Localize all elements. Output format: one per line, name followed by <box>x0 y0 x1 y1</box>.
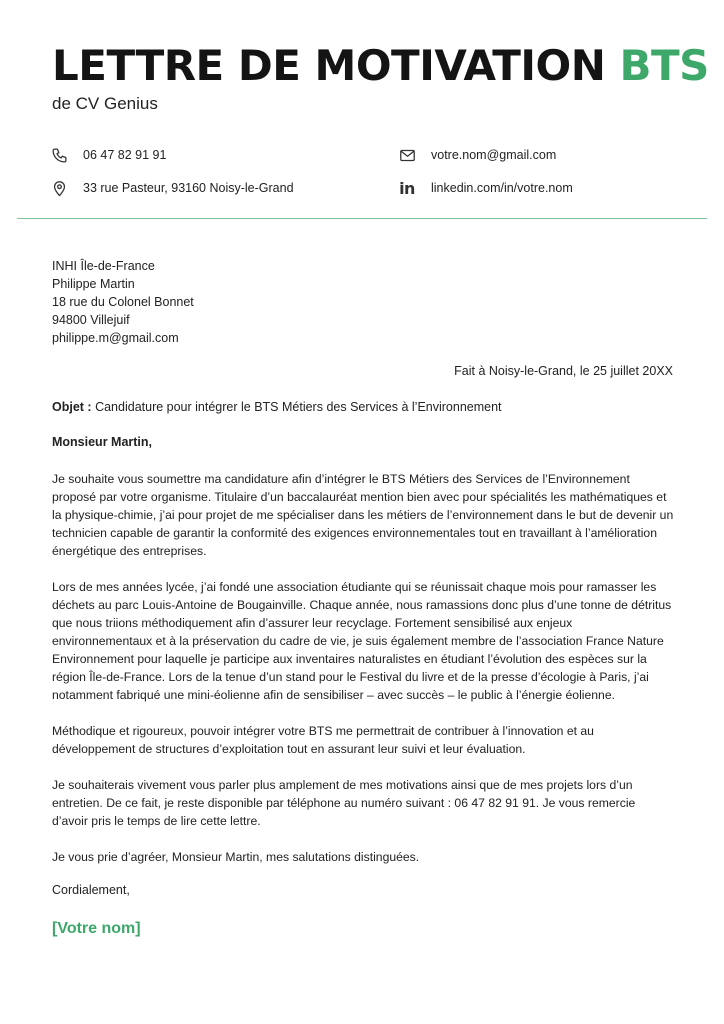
title-main: LETTRE DE MOTIVATION <box>52 41 606 90</box>
place-date: Fait à Noisy-le-Grand, le 25 juillet 20XX <box>454 364 673 378</box>
recipient-city: 94800 Villejuif <box>52 313 130 327</box>
closing: Cordialement, <box>52 883 130 897</box>
salutation: Monsieur Martin, <box>52 435 153 449</box>
linkedin-icon: in <box>399 178 415 198</box>
recipient-block <box>52 257 194 347</box>
contact-email-value: votre.nom@gmail.com <box>431 148 557 162</box>
paragraph-interview: Je souhaiterais vivement vous parler plus amplement de mes motivations ainsi que de mes projets lors d’un entretien. De ce fait, je reste disponible par téléphone au numéro suivant : 06 47 82 91 91. Je vous remercie d’avoir pris le temps de lire cette lettre. <box>52 778 636 828</box>
contact-phone <box>50 146 166 164</box>
signature: [Votre nom] <box>52 920 141 937</box>
contact-phone-value: 06 47 82 91 91 <box>83 148 167 162</box>
contact-address-value: 33 rue Pasteur, 93160 Noisy-le-Grand <box>83 181 294 195</box>
object-label: Objet : <box>52 400 92 414</box>
envelope-icon <box>398 146 416 164</box>
paragraph-experience: Lors de mes années lycée, j’ai fondé une association étudiante qui se réunissait chaque mois pour ramasser les déchets au parc Louis-Antoine de Bougainville. Chaque année, nous ramassions donc plus d’une tonne de détritus que nous triions méthodiquement afin d’assurer leur recyclage. Fortement sensibilisé aux enjeux environnementaux et à la préservation du cadre de vie, je suis également membre de l’association France Nature Environnement pour laquelle je participe aux inventaires naturalistes en étudiant l’évolution des espèces sur la région Île-de-France. Lors de la tenue d’un stand pour le Festival du livre et de la presse d’écologie à Paris, j’ai notamment fabriqué une mini-éolienne afin de sensibiliser – avec succès – le public à l’énergie éolienne. <box>52 580 672 702</box>
paragraph-politeness: Je vous prie d’agréer, Monsieur Martin, mes salutations distinguées. <box>52 850 420 864</box>
contact-linkedin <box>398 179 573 197</box>
paragraph-qualities: Méthodique et rigoureux, pouvoir intégrer votre BTS me permettrait de contribuer à l’innovation et au développement de structures d’exploitation tout en assurant leur suivi et leur évaluation. <box>52 724 594 756</box>
recipient-name: Philippe Martin <box>52 277 135 291</box>
recipient-organization: INHI Île-de-France <box>52 259 155 273</box>
title-accent: BTS <box>619 41 709 90</box>
contact-address <box>50 179 294 197</box>
header-divider <box>17 218 707 219</box>
object-line <box>52 400 502 414</box>
phone-icon <box>50 146 68 164</box>
subtitle: de CV Genius <box>52 94 158 113</box>
contact-linkedin-value: linkedin.com/in/votre.nom <box>431 181 573 195</box>
page-title <box>52 40 709 92</box>
recipient-street: 18 rue du Colonel Bonnet <box>52 295 194 309</box>
location-pin-icon <box>50 179 68 197</box>
recipient-email: philippe.m@gmail.com <box>52 331 179 345</box>
contact-email <box>398 146 556 164</box>
object-text: Candidature pour intégrer le BTS Métiers des Services à l’Environnement <box>95 400 502 414</box>
paragraph-intro: Je souhaite vous soumettre ma candidature afin d’intégrer le BTS Métiers des Services de l’Environnement proposé par votre organisme. Titulaire d’un baccalauréat mention bien avec pour spécialités les mathématiques et la physique-chimie, j’ai pour projet de me spécialiser dans les métiers de l’environnement dans le but de devenir un technicien capable de garantir la conformité des exigences environnementales tout en travaillant à l’amélioration énergétique des entreprises. <box>52 472 674 558</box>
